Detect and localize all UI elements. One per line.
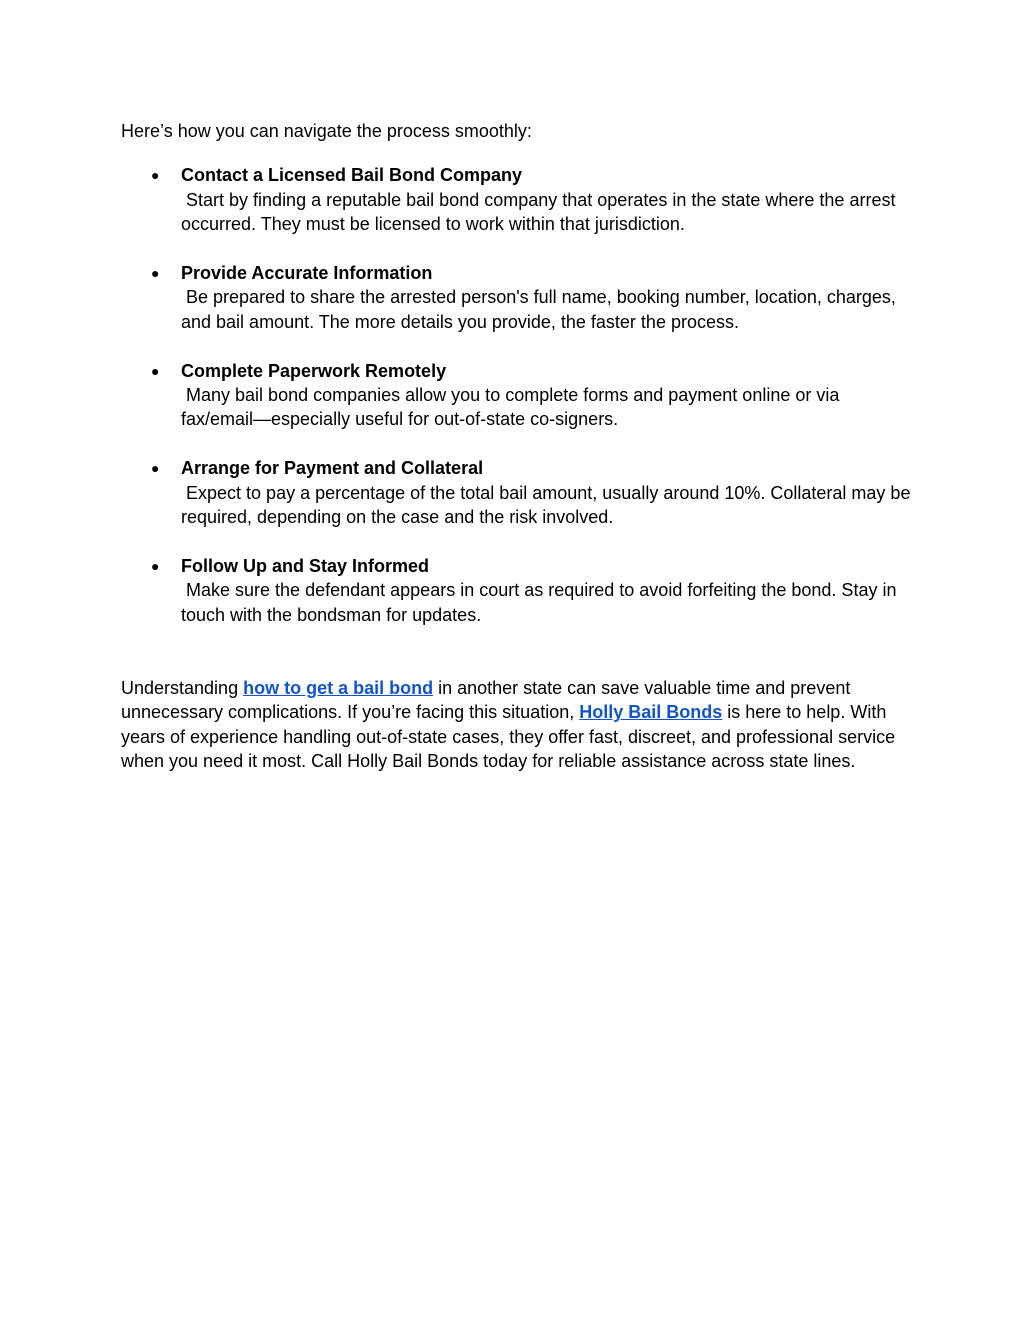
bullet-icon: ● bbox=[151, 265, 160, 282]
list-item bbox=[121, 261, 911, 334]
list-item bbox=[121, 554, 911, 627]
holly-bail-bonds-link[interactable]: Holly Bail Bonds bbox=[579, 702, 723, 723]
step-description bbox=[181, 383, 911, 432]
step-title: Follow Up and Stay Informed bbox=[181, 555, 430, 576]
step-description-text: Many bail bond companies allow you to complete forms and payment online or via fax/email—especially useful for out-of-state co-signers. bbox=[181, 385, 840, 430]
bullet-icon: ● bbox=[151, 362, 160, 379]
bullet-icon: ● bbox=[151, 167, 160, 184]
intro-paragraph: Here’s how you can navigate the process smoothly: bbox=[121, 121, 532, 141]
step-title: Contact a Licensed Bail Bond Company bbox=[181, 165, 523, 186]
document-page bbox=[121, 119, 911, 774]
step-description bbox=[181, 578, 911, 627]
list-item bbox=[121, 163, 911, 236]
step-description-text: Make sure the defendant appears in court as required to avoid forfeiting the bond. Stay in touch with the bondsman for updates. bbox=[181, 580, 897, 625]
bullet-icon: ● bbox=[151, 460, 160, 477]
bullet-icon: ● bbox=[151, 557, 160, 574]
step-description-text: Start by finding a reputable bail bond company that operates in the state where the arrest occurred. They must be licensed to work within that jurisdiction. bbox=[181, 189, 896, 235]
step-title: Provide Accurate Information bbox=[181, 263, 433, 284]
how-to-get-bail-bond-link[interactable]: how to get a bail bond bbox=[243, 678, 434, 699]
step-description-text: Expect to pay a percentage of the total bail amount, usually around 10%. Collateral may be required, depending on the case and the risk involved. bbox=[181, 482, 911, 528]
step-title: Complete Paperwork Remotely bbox=[181, 360, 447, 381]
list-item bbox=[121, 359, 911, 432]
closing-text: in another state can save valuable time and prevent unnecessary complications. If you’re facing this situation, bbox=[121, 678, 851, 723]
step-description bbox=[181, 188, 911, 237]
step-description bbox=[181, 285, 911, 334]
closing-paragraph bbox=[121, 676, 911, 774]
step-title: Arrange for Payment and Collateral bbox=[181, 458, 484, 479]
step-description bbox=[181, 481, 911, 530]
closing-text: is here to help. With years of experience handling out-of-state cases, they offer fast, discreet, and professional service when you need it most. Call Holly Bail Bonds today for reliable assistance across state lines. bbox=[121, 702, 896, 772]
closing-text: Understanding bbox=[121, 678, 244, 699]
list-item bbox=[121, 456, 911, 529]
step-description-text: Be prepared to share the arrested person's full name, booking number, location, charges, and bail amount. The more details you provide, the faster the process. bbox=[181, 287, 896, 332]
steps-list bbox=[121, 163, 911, 627]
